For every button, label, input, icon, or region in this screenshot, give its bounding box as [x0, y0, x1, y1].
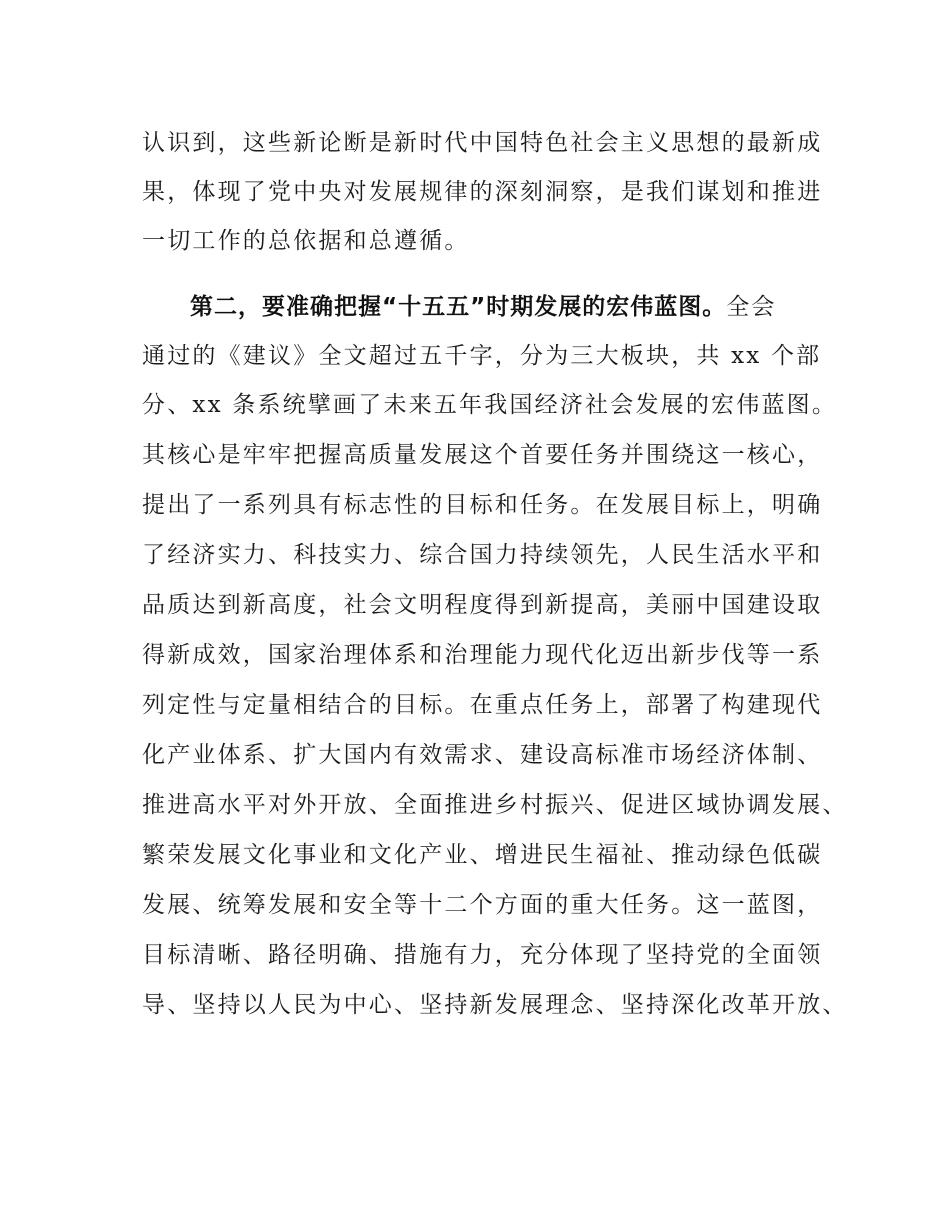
text-line: 推进高水平对外开放、全面推进乡村振兴、促进区域协调发展、 [142, 792, 848, 818]
text-line: 一切工作的总依据和总遵循。 [142, 228, 470, 254]
text-line: 化产业体系、扩大国内有效需求、建设高标准市场经济体制、 [142, 742, 823, 768]
text-line: 了经济实力、科技实力、综合国力持续领先，人民生活水平和 [142, 542, 823, 568]
text-line: 品质达到新高度，社会文明程度得到新提高，美丽中国建设取 [142, 592, 823, 618]
text-line: 繁荣发展文化事业和文化产业、增进民生福祉、推动绿色低碳 [142, 842, 823, 868]
text-line: 其核心是牢牢把握高质量发展这个首要任务并围绕这一核心， [142, 442, 823, 468]
text-line: 导、坚持以人民为中心、坚持新发展理念、坚持深化改革开放、 [142, 992, 848, 1018]
text-line: 列定性与定量相结合的目标。在重点任务上，部署了构建现代 [142, 692, 823, 718]
text-line: 得新成效，国家治理体系和治理能力现代化迈出新步伐等一系 [142, 642, 823, 668]
text-line: 通过的《建议》全文超过五千字，分为三大板块，共 xx 个部 [142, 343, 822, 369]
section-heading: 第二，要准确把握“十五五”时期发展的宏伟蓝图。 [190, 294, 727, 320]
text-line: 认识到，这些新论断是新时代中国特色社会主义思想的最新成 [142, 130, 823, 156]
paragraph-heading-line [190, 292, 870, 322]
text-run: 全会 [726, 294, 777, 320]
text-line: 果，体现了党中央对发展规律的深刻洞察，是我们谋划和推进 [142, 179, 823, 205]
text-line: 提出了一系列具有标志性的目标和任务。在发展目标上，明确 [142, 492, 823, 518]
text-line: 分、xx 条系统擘画了未来五年我国经济社会发展的宏伟蓝图。 [142, 392, 838, 418]
text-line: 发展、统筹发展和安全等十二个方面的重大任务。这一蓝图， [142, 892, 823, 918]
text-line: 目标清晰、路径明确、措施有力，充分体现了坚持党的全面领 [142, 942, 823, 968]
